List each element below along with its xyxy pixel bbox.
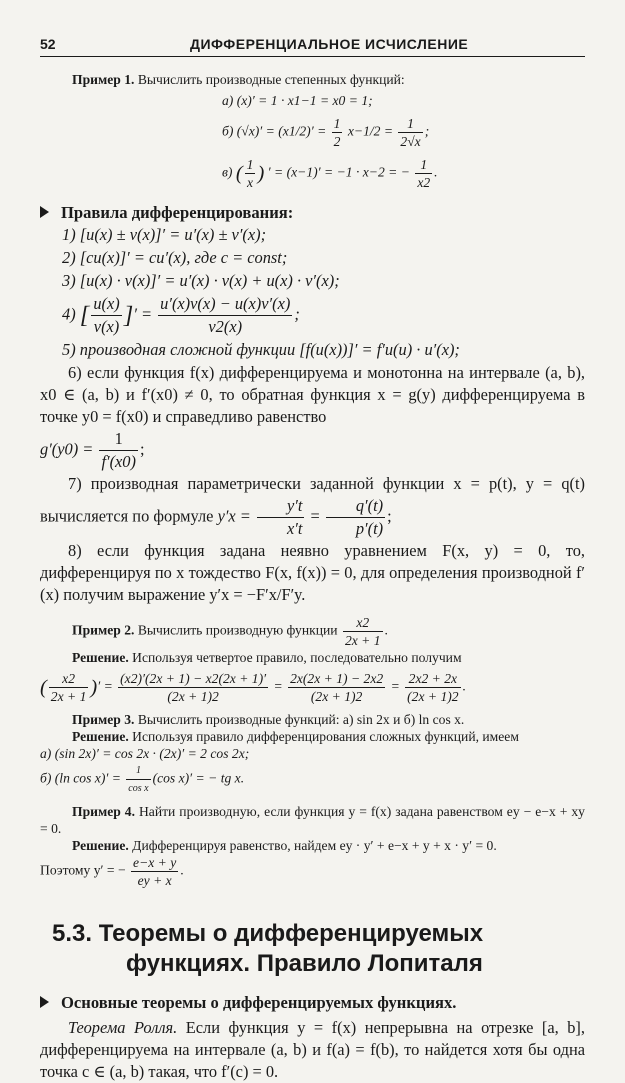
rules-list xyxy=(62,224,585,361)
example-1-c: в) ( $\frac{1}{x}$ ) ′ = (x−1)′ = −1 · x−2 = − $\frac{1}{x2}$ . xyxy=(222,157,438,190)
fraction: $\frac{u(x)}{v(x)}$ xyxy=(93,294,120,336)
rule-3: 3) [u(x) · v(x)]′ = u′(x) · v(x) + u(x) · v′(x); xyxy=(62,271,340,290)
rule-1: 1) [u(x) ± v(x)]′ = u′(x) ± v′(x); xyxy=(62,225,267,244)
example-3: Пример 3. Вычислить производные функций: а) sin 2x и б) ln cos x. Решение. Используя правило дифференцирования сложных функций, имеем а) (sin 2x)′ = cos 2x · (2x)′ = 2 cos 2x; б) (ln cos x)′ = $\frac{1}{\text{cos x}}$ (cos x)′ = − tg x. xyxy=(40,711,585,797)
fraction: $\frac{u'(x)v(x) - u(x)v'(x)}{v2(x)}$ xyxy=(160,294,291,336)
example-1-a: а) (x)′ = 1 · x1−1 = x0 = 1; xyxy=(222,93,373,108)
fraction: $\frac{1}{x2}$ xyxy=(417,157,431,190)
example-1-b: б) (√x)′ = (x1/2)′ = $\frac{1}{2}$ x−1/2 = $\frac{1}{2√x}$ ; xyxy=(222,116,430,149)
rule-6-formula: g′(y0) = $\frac{1}{f'(x0)}$ ; xyxy=(40,429,145,471)
fraction: $\frac{x2}{2x + 1}$ xyxy=(344,615,381,648)
book-page xyxy=(40,30,585,1083)
rules-continued xyxy=(40,362,585,606)
fraction: $\frac{x2}{2x + 1}$ xyxy=(50,671,87,704)
fraction: $\frac{2x2 + 2x}{(2x + 1)2}$ xyxy=(407,671,459,704)
example-1-text: Вычислить производные степенных функций: xyxy=(137,72,405,87)
rule-5: 5) производная сложной функции [f(u(x))]′ = f′u(u) · u′(x); xyxy=(62,340,460,359)
rule-4: 4) [ $\frac{u(x)}{v(x)}$ ]′ = $\frac{u'(x)v(x) - u(x)v'(x)}{v2(x)}$ ; xyxy=(62,294,300,336)
fraction: $\frac{1}{f'(x0)}$ xyxy=(101,429,136,471)
fraction: $\frac{1}{\text{cos x}}$ xyxy=(126,762,150,797)
rolle-theorem: Теорема Ролля. Если функция y = f(x) непрерывна на отрезке [a, b], дифференцируема на интервале (a, b) и f(a) = f(b), то найдется хотя бы одна точка c ∈ (a, b) такая, что f′(c) = 0. xyxy=(40,1018,585,1081)
section-title: 5.3. Теоремы о дифференцируемых функциях. Правило Лопиталя xyxy=(52,920,484,977)
example-2: Пример 2. Вычислить производную функции $\frac{x2}{2x + 1}$ . Решение. Используя четвертое правило, последовательно получим ( $\frac{x2}{2x + 1}$ )′ = $\frac{(x2)'(2x + 1) - x2(2x + 1)'}{(2x + 1)2}$ = $\frac{2x(2x + 1) - 2x2}{(2x + 1)2}$ = $\frac{2x2 + 2x}{(2x + 1)2}$ . xyxy=(40,614,585,705)
fraction: $\frac{1}{x}$ xyxy=(246,157,254,190)
example-4: Пример 4. Найти производную, если функция y = f(x) задана равенством ey − e−x + xy = 0. Решение. Дифференцируя равенство, найдем ey · y′ + e−x + y + x · y′ = 0. Поэтому y′ = − $\frac{e-x + y}{ey + x}$ . xyxy=(40,804,585,888)
running-title: ДИФФЕРЕНЦИАЛЬНОЕ ИСЧИСЛЕНИЕ xyxy=(190,36,469,52)
triangle-bullet-icon xyxy=(40,206,49,218)
example-1 xyxy=(72,71,585,191)
rule-7: 7) производная параметрически заданной функции x = p(t), y = q(t) вычисляется по формуле y′x = $\frac{y't}{x't}$ = $\frac{q'(t)}{p'(t)}$ ; xyxy=(40,474,585,538)
fraction: $\frac{1}{2}$ xyxy=(333,116,341,149)
triangle-bullet-icon xyxy=(40,996,49,1008)
theorems-subheading: Основные теоремы о дифференцируемых функциях. xyxy=(40,993,585,1013)
fraction: $\frac{1}{2√x}$ xyxy=(400,116,421,149)
fraction: $\frac{y't}{x't}$ xyxy=(257,495,304,540)
rule-6: 6) если функция f(x) дифференцируема и монотонна на интервале (a, b), x0 ∈ (a, b) и f′(x0) ≠ 0, то обратная функция x = g(y) дифференцируема в точке y0 = f(x0) и справедливо равенство xyxy=(40,363,585,426)
fraction: $\frac{(x2)'(2x + 1) - x2(2x + 1)'}{(2x + 1)2}$ xyxy=(120,671,267,704)
rules-heading: Правила дифференцирования: xyxy=(40,203,585,223)
example-1-label: Пример 1. xyxy=(72,72,135,87)
rule-2: 2) [cu(x)]′ = cu′(x), где c = const; xyxy=(62,248,288,267)
fraction: $\frac{2x(2x + 1) - 2x2}{(2x + 1)2}$ xyxy=(290,671,384,704)
rule-8: 8) если функция задана неявно уравнением F(x, y) = 0, то, дифференцируя по x тождество F(x, f(x)) = 0, для определения производной f′(x) получим выражение y′x = −F′x/F′y. xyxy=(40,541,585,604)
fraction: $\frac{e-x + y}{ey + x}$ xyxy=(133,855,177,888)
page-number: 52 xyxy=(40,36,56,52)
fraction: $\frac{q'(t)}{p'(t)}$ xyxy=(326,495,385,540)
running-header xyxy=(40,30,585,57)
example-2-chain: ( $\frac{x2}{2x + 1}$ )′ = $\frac{(x2)'(2x + 1) - x2(2x + 1)'}{(2x + 1)2}$ = $\frac{2x(2x + 1) - 2x2}{(2x + 1)2}$ = $\frac{2x2 + 2x}{(2x + 1)2}$ . xyxy=(40,671,467,704)
